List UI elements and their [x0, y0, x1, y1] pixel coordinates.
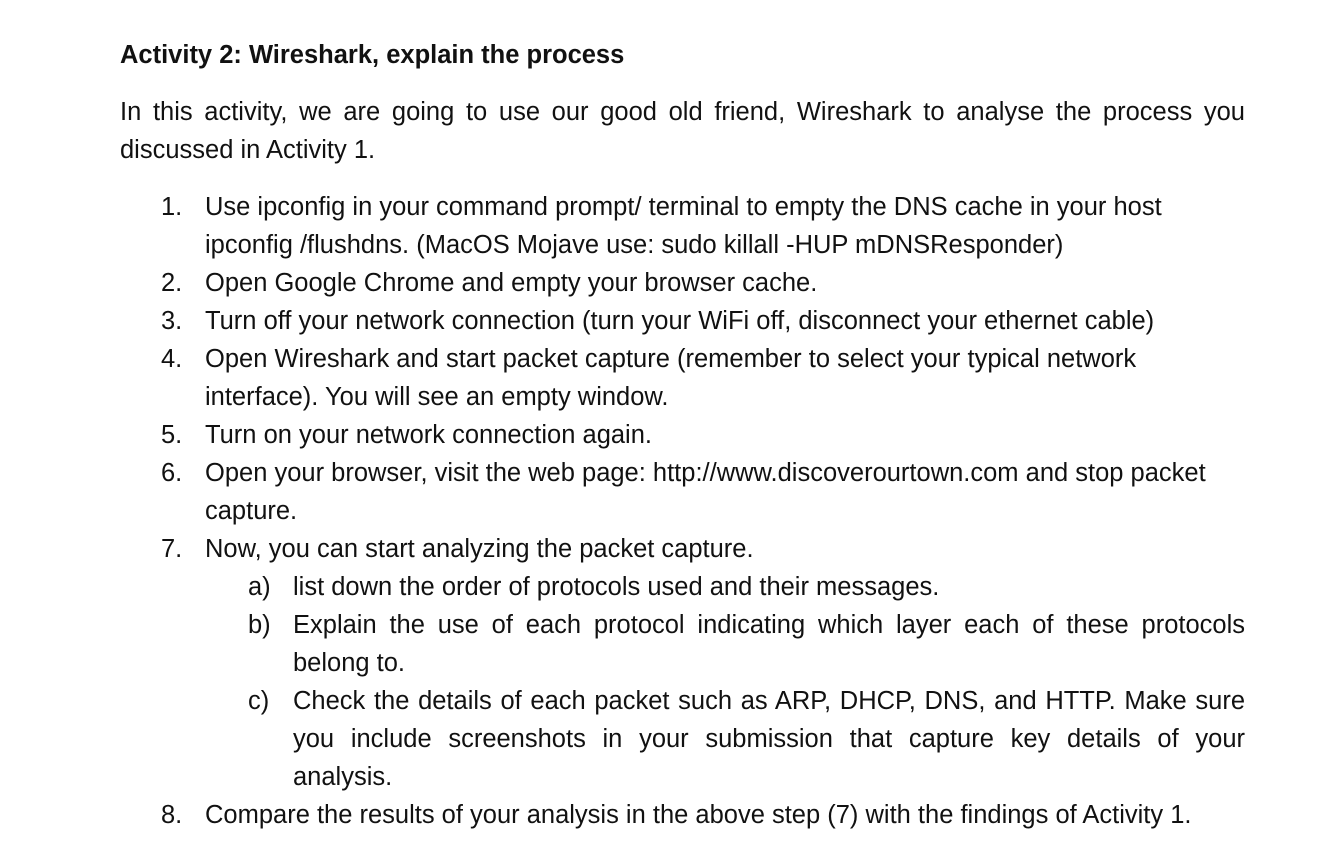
step-number: 6. — [161, 459, 183, 487]
step-text: Compare the results of your analysis in the above step (7) with the findings of Activity 1. — [205, 801, 1192, 829]
step-text: Open your browser, visit the web page: http://www.discoverourtown.com and stop packet capture. — [205, 459, 1206, 525]
substep-text: Check the details of each packet such as ARP, DHCP, DNS, and HTTP. Make sure you include screenshots in your submission that capture key details of your analysis. — [293, 687, 1245, 791]
activity-heading: Activity 2: Wireshark, explain the process — [120, 41, 625, 69]
step-1 — [120, 188, 1245, 264]
substep-text: list down the order of protocols used and their messages. — [293, 573, 940, 601]
step-text: Open Wireshark and start packet capture (remember to select your typical network interface). You will see an empty window. — [205, 345, 1137, 411]
step-text: Now, you can start analyzing the packet capture. — [205, 535, 754, 563]
substeps-list — [205, 568, 1245, 796]
step-number: 8. — [161, 801, 183, 829]
substep-a — [205, 568, 1245, 606]
substep-letter: b) — [248, 611, 271, 639]
step-8 — [120, 796, 1245, 834]
document-page — [120, 36, 1245, 834]
step-text: Turn on your network connection again. — [205, 421, 652, 449]
step-text: Open Google Chrome and empty your browser cache. — [205, 269, 818, 297]
step-number: 1. — [161, 193, 183, 221]
intro-paragraph: In this activity, we are going to use our good old friend, Wireshark to analyse the process you discussed in Activity 1. — [120, 98, 1245, 164]
substep-b — [205, 606, 1245, 682]
step-text: Use ipconfig in your command prompt/ terminal to empty the DNS cache in your host ipconfig /flushdns. (MacOS Mojave use: sudo killall -HUP mDNSResponder) — [205, 193, 1162, 259]
substep-letter: a) — [248, 573, 271, 601]
substep-text: Explain the use of each protocol indicating which layer each of these protocols belong to. — [293, 611, 1245, 677]
step-number: 7. — [161, 535, 183, 563]
step-6 — [120, 454, 1245, 530]
step-7 — [120, 530, 1245, 796]
step-number: 4. — [161, 345, 183, 373]
step-3 — [120, 302, 1245, 340]
step-number: 5. — [161, 421, 183, 449]
step-text: Turn off your network connection (turn your WiFi off, disconnect your ethernet cable) — [205, 307, 1155, 335]
step-2 — [120, 264, 1245, 302]
substep-letter: c) — [248, 687, 270, 715]
step-5 — [120, 416, 1245, 454]
step-number: 3. — [161, 307, 183, 335]
step-number: 2. — [161, 269, 183, 297]
steps-list — [120, 188, 1245, 834]
substep-c — [205, 682, 1245, 796]
step-4 — [120, 340, 1245, 416]
